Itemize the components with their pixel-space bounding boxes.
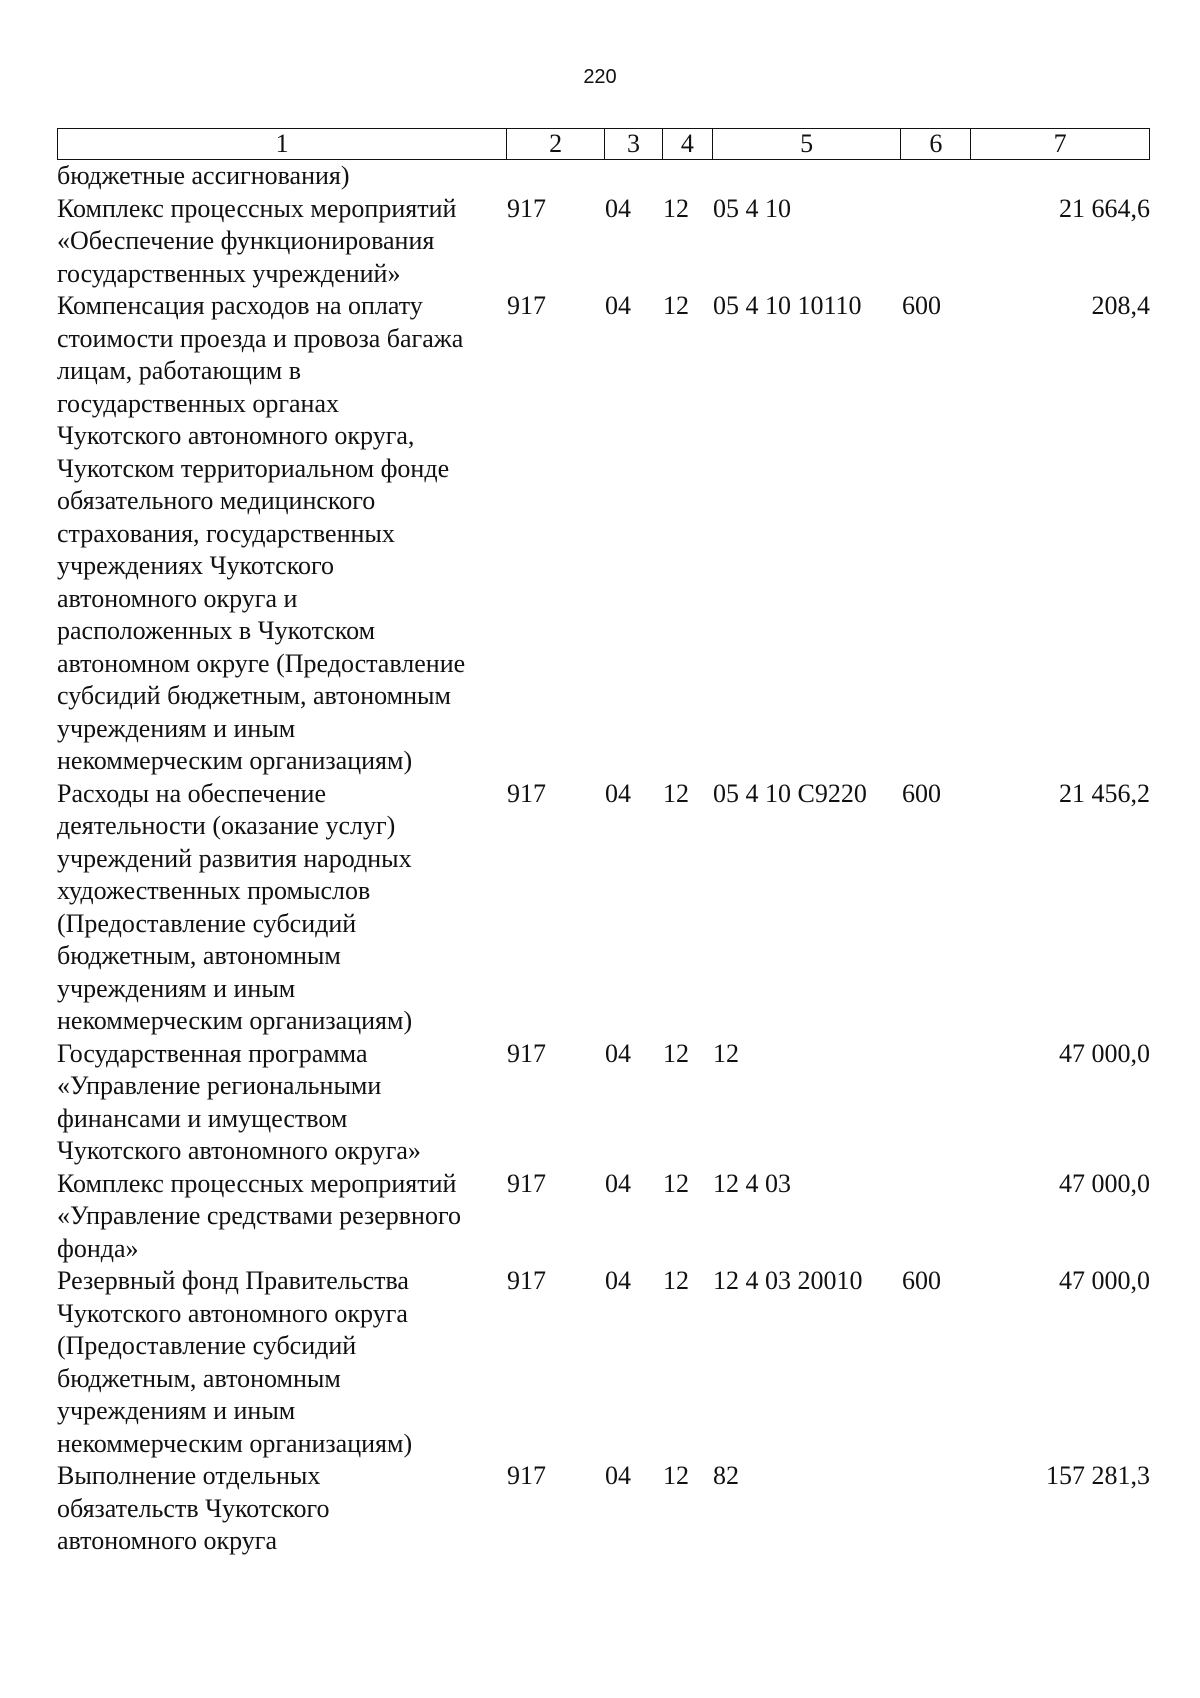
row-expense-type: [902, 160, 972, 193]
row-target-article: 05 4 10 10110: [713, 291, 862, 320]
row-section: 04: [605, 193, 631, 223]
description-line: стоимости проезда и провоза багажа: [57, 323, 464, 353]
row-amount: 47 000,0: [1059, 1168, 1150, 1198]
row-subsection: [663, 160, 713, 193]
row-target-article: 05 4 10 С9220: [713, 778, 867, 808]
table-row: [57, 1168, 1150, 1266]
row-description: [57, 1460, 507, 1558]
row-description: [57, 1265, 507, 1460]
row-subsection: 12: [663, 1038, 689, 1068]
row-subsection: 12: [663, 1266, 689, 1295]
row-target-article: 05 4 10: [713, 193, 791, 223]
row-section: 04: [605, 291, 631, 320]
description-line: «Управление средствами резервного: [57, 1201, 461, 1230]
description-line: некоммерческим организациям): [57, 746, 413, 775]
row-admin-code: 917: [507, 291, 546, 320]
table-row: [57, 160, 1150, 193]
description-line: Чукотского автономного округа,: [57, 421, 415, 450]
table-row: [57, 1265, 1150, 1460]
table-row: [57, 1038, 1150, 1168]
description-line: Резервный фонд Правительства: [57, 1266, 409, 1295]
row-subsection: 12: [663, 193, 689, 223]
description-line: учреждениям и иным: [57, 973, 296, 1003]
description-line: некоммерческим организациям): [57, 1428, 413, 1458]
header-col-4: 4: [663, 129, 713, 159]
row-subsection: 12: [663, 1461, 689, 1490]
row-description: [57, 160, 507, 193]
description-line: Комплекс процессных мероприятий: [57, 193, 457, 223]
row-description: [57, 290, 507, 778]
table-row: [57, 290, 1150, 778]
table-body: [57, 160, 1150, 1558]
budget-table: [57, 128, 1150, 1558]
description-line: автономного округа и: [57, 583, 298, 613]
table-row: [57, 1460, 1150, 1558]
row-admin-code: 917: [507, 778, 546, 808]
header-col-1: 1: [58, 129, 507, 159]
description-line: автономном округе (Предоставление: [57, 648, 466, 678]
table-row: [57, 193, 1150, 291]
header-col-3: 3: [605, 129, 663, 159]
description-line: субсидий бюджетным, автономным: [57, 681, 451, 710]
header-col-5: 5: [713, 129, 902, 159]
description-line: (Предоставление субсидий: [57, 908, 357, 938]
description-line: Чукотского автономного округа»: [57, 1136, 421, 1165]
row-admin-code: 917: [507, 1168, 546, 1198]
description-line: Выполнение отдельных: [57, 1461, 321, 1490]
row-amount: 21 456,2: [1059, 778, 1150, 808]
row-target-article: 12 4 03 20010: [713, 1266, 863, 1295]
row-section: 04: [605, 1461, 631, 1490]
row-admin-code: 917: [507, 1461, 546, 1490]
row-target-article: 82: [713, 1461, 739, 1490]
row-subsection: 12: [663, 778, 689, 808]
description-line: обязательств Чукотского: [57, 1493, 330, 1523]
description-line: Чукотского автономного округа: [57, 1298, 408, 1328]
description-line: деятельности (оказание услуг): [57, 811, 396, 840]
description-line: учреждениям и иным: [57, 1396, 296, 1425]
row-admin-code: [507, 160, 605, 193]
row-section: 04: [605, 1266, 631, 1295]
description-line: художественных промыслов: [57, 876, 371, 905]
row-section: 04: [605, 778, 631, 808]
row-amount: 47 000,0: [1059, 1266, 1150, 1295]
row-expense-type: [902, 1038, 972, 1168]
row-admin-code: 917: [507, 1038, 546, 1068]
row-amount: 208,4: [1091, 291, 1150, 320]
page-number: 220: [583, 66, 617, 88]
header-col-2: 2: [507, 129, 605, 159]
row-section: 04: [605, 1038, 631, 1068]
row-subsection: 12: [663, 1168, 689, 1198]
row-expense-type: 600: [902, 1266, 941, 1295]
row-expense-type: [902, 1168, 972, 1266]
row-admin-code: 917: [507, 1266, 546, 1295]
description-line: государственных учреждений»: [57, 258, 401, 288]
description-line: бюджетные ассигнования): [57, 161, 350, 190]
row-section: 04: [605, 1168, 631, 1198]
row-expense-type: 600: [902, 778, 941, 808]
row-admin-code: 917: [507, 193, 546, 223]
row-section: [605, 160, 663, 193]
description-line: страхования, государственных: [57, 518, 395, 548]
row-amount: 47 000,0: [1059, 1038, 1150, 1068]
description-line: Расходы на обеспечение: [57, 778, 327, 808]
row-target-article: 12: [713, 1038, 739, 1068]
description-line: обязательного медицинского: [57, 486, 376, 515]
description-line: некоммерческим организациям): [57, 1006, 413, 1035]
table-row: [57, 778, 1150, 1038]
description-line: государственных органах: [57, 388, 340, 418]
description-line: учреждений развития народных: [57, 843, 412, 873]
row-description: [57, 778, 507, 1038]
description-line: бюджетным, автономным: [57, 941, 341, 970]
row-amount: 157 281,3: [1046, 1461, 1150, 1490]
table-header-row: [57, 128, 1150, 160]
row-expense-type: [902, 193, 972, 291]
row-target-article: [713, 160, 902, 193]
description-line: фонда»: [57, 1233, 139, 1263]
row-expense-type: [902, 1460, 972, 1558]
description-line: бюджетным, автономным: [57, 1363, 341, 1393]
description-line: финансами и имуществом: [57, 1103, 348, 1133]
row-description: [57, 1038, 507, 1168]
description-line: Комплекс процессных мероприятий: [57, 1168, 457, 1198]
row-expense-type: 600: [902, 291, 941, 320]
row-subsection: 12: [663, 291, 689, 320]
row-target-article: 12 4 03: [713, 1168, 791, 1198]
header-col-6: 6: [901, 129, 971, 159]
row-amount: 21 664,6: [1059, 193, 1150, 223]
description-line: автономного округа: [57, 1526, 277, 1555]
description-line: (Предоставление субсидий: [57, 1331, 357, 1360]
header-col-7: 7: [1053, 129, 1067, 158]
row-description: [57, 1168, 507, 1266]
row-amount: [972, 160, 1150, 193]
description-line: Чукотском территориальном фонде: [57, 453, 450, 483]
description-line: «Обеспечение функционирования: [57, 226, 435, 255]
description-line: лицам, работающим в: [57, 356, 302, 385]
description-line: «Управление региональными: [57, 1071, 382, 1100]
description-line: учреждениям и иным: [57, 713, 296, 743]
description-line: расположенных в Чукотском: [57, 616, 376, 645]
description-line: Компенсация расходов на оплату: [57, 291, 423, 320]
description-line: Государственная программа: [57, 1038, 368, 1068]
description-line: учреждениях Чукотского: [57, 551, 335, 580]
row-description: [57, 193, 507, 291]
